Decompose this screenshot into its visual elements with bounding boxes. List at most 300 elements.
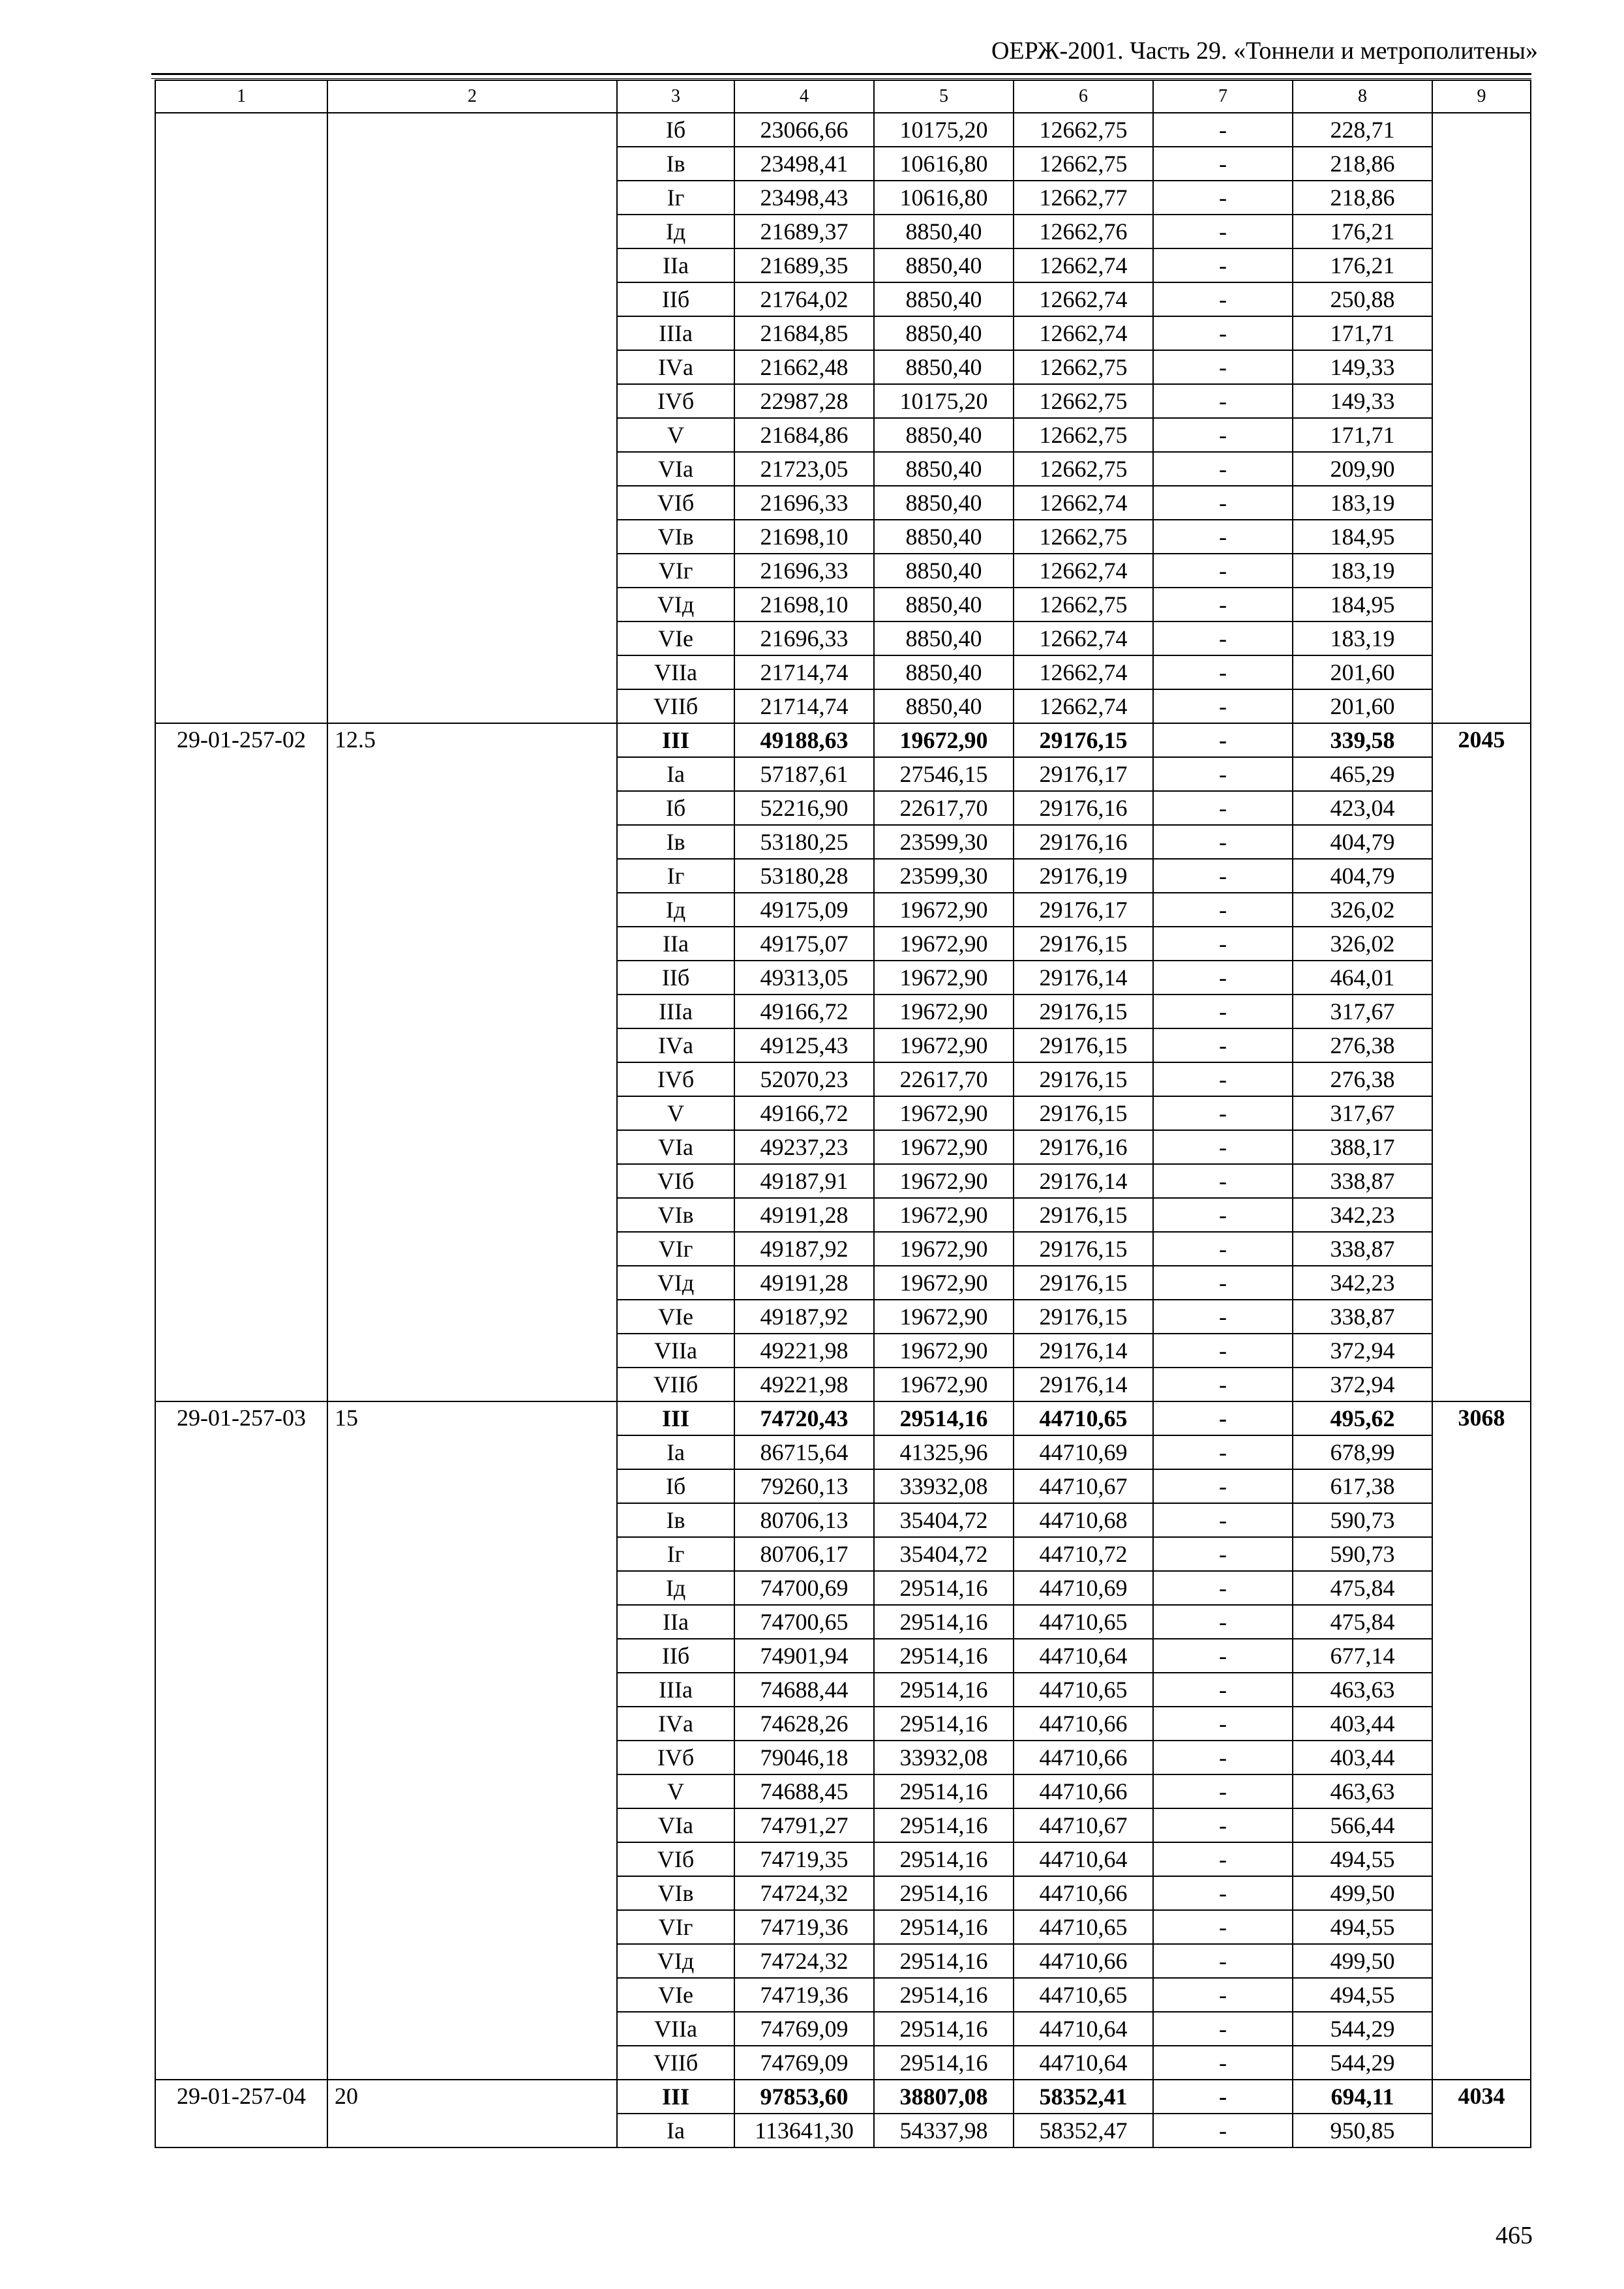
materials-cell: 404,79 [1293,859,1432,893]
driver-wages-cell: - [1153,588,1293,621]
total-cost-cell: 49166,72 [734,1096,874,1130]
driver-wages-cell: - [1153,621,1293,655]
materials-cell: 183,19 [1293,554,1432,588]
machine-cost-cell: 29176,16 [1014,791,1153,825]
wages-cell: 8850,40 [874,282,1014,316]
total-cost-cell: 74791,27 [734,1808,874,1842]
total-cost-cell: 79046,18 [734,1741,874,1774]
variant-cell: IIб [617,961,734,995]
materials-cell: 372,94 [1293,1368,1432,1401]
variant-cell: VIг [617,554,734,588]
materials-cell: 250,88 [1293,282,1432,316]
machine-cost-cell: 29176,15 [1014,1028,1153,1062]
materials-cell: 183,19 [1293,486,1432,520]
wages-cell: 19672,90 [874,1368,1014,1401]
variant-cell: Iб [617,113,734,147]
materials-cell: 339,58 [1293,723,1432,757]
wages-cell: 8850,40 [874,655,1014,689]
machine-cost-cell: 12662,74 [1014,689,1153,723]
variant-cell: IIIа [617,1673,734,1707]
wages-cell: 29514,16 [874,1571,1014,1605]
wages-cell: 29514,16 [874,1707,1014,1741]
machine-cost-cell: 12662,75 [1014,418,1153,452]
machine-cost-cell: 12662,74 [1014,486,1153,520]
machine-cost-cell: 29176,14 [1014,1368,1153,1401]
variant-cell: IIб [617,1639,734,1673]
total-cost-cell: 53180,25 [734,825,874,859]
driver-wages-cell: - [1153,486,1293,520]
materials-cell: 338,87 [1293,1300,1432,1334]
machine-cost-cell: 29176,16 [1014,825,1153,859]
machine-cost-cell: 12662,75 [1014,520,1153,554]
total-cost-cell: 21696,33 [734,486,874,520]
total-cost-cell: 97853,60 [734,2080,874,2114]
variant-cell: VIб [617,1164,734,1198]
variant-cell: Iб [617,791,734,825]
total-cost-cell: 49191,28 [734,1266,874,1300]
total-cost-cell: 74769,09 [734,2012,874,2046]
variant-cell: VIа [617,452,734,486]
materials-cell: 326,02 [1293,893,1432,927]
driver-wages-cell: - [1153,1300,1293,1334]
machine-cost-cell: 29176,15 [1014,723,1153,757]
column-number: 6 [1014,80,1153,113]
machine-cost-cell: 44710,64 [1014,1842,1153,1876]
machine-cost-cell: 58352,41 [1014,2080,1153,2114]
machine-cost-cell: 44710,67 [1014,1808,1153,1842]
machine-cost-cell: 29176,19 [1014,859,1153,893]
variant-cell: Iг [617,181,734,215]
driver-wages-cell: - [1153,1910,1293,1944]
name-cell [327,113,617,723]
variant-cell: IVб [617,384,734,418]
variant-cell: Iв [617,1503,734,1537]
driver-wages-cell: - [1153,2114,1293,2147]
wages-cell: 29514,16 [874,1605,1014,1639]
total-cost-cell: 52216,90 [734,791,874,825]
materials-cell: 463,63 [1293,1673,1432,1707]
wages-cell: 29514,16 [874,1842,1014,1876]
wages-cell: 19672,90 [874,1164,1014,1198]
wages-cell: 29514,16 [874,1639,1014,1673]
variant-cell: IVа [617,350,734,384]
machine-cost-cell: 12662,76 [1014,215,1153,248]
wages-cell: 8850,40 [874,452,1014,486]
driver-wages-cell: - [1153,181,1293,215]
machine-cost-cell: 44710,65 [1014,1978,1153,2012]
driver-wages-cell: - [1153,859,1293,893]
column-number: 1 [155,80,327,113]
total-cost-cell: 21689,37 [734,215,874,248]
column-number: 7 [1153,80,1293,113]
driver-wages-cell: - [1153,1130,1293,1164]
machine-cost-cell: 44710,66 [1014,1774,1153,1808]
materials-cell: 201,60 [1293,689,1432,723]
wages-cell: 8850,40 [874,350,1014,384]
variant-cell: VIв [617,1198,734,1232]
driver-wages-cell: - [1153,1232,1293,1266]
total-cost-cell: 57187,61 [734,757,874,791]
materials-cell: 617,38 [1293,1469,1432,1503]
machine-cost-cell: 29176,15 [1014,1096,1153,1130]
total-cost-cell: 49313,05 [734,961,874,995]
variant-cell: VIб [617,486,734,520]
driver-wages-cell: - [1153,113,1293,147]
materials-cell: 184,95 [1293,520,1432,554]
driver-wages-cell: - [1153,2080,1293,2114]
materials-cell: 694,11 [1293,2080,1432,2114]
materials-cell: 228,71 [1293,113,1432,147]
materials-cell: 590,73 [1293,1503,1432,1537]
machine-cost-cell: 29176,17 [1014,893,1153,927]
total-cost-cell: 52070,23 [734,1062,874,1096]
total-cost-cell: 86715,64 [734,1435,874,1469]
wages-cell: 19672,90 [874,1198,1014,1232]
table-row [155,1401,1531,1435]
wages-cell: 33932,08 [874,1741,1014,1774]
total-cost-cell: 49237,23 [734,1130,874,1164]
variant-cell: VIе [617,621,734,655]
machine-cost-cell: 29176,15 [1014,1300,1153,1334]
materials-cell: 171,71 [1293,316,1432,350]
variant-cell: VIд [617,588,734,621]
materials-cell: 149,33 [1293,350,1432,384]
wages-cell: 19672,90 [874,1130,1014,1164]
machine-cost-cell: 44710,72 [1014,1537,1153,1571]
variant-cell: VIг [617,1910,734,1944]
total-cost-cell: 74719,36 [734,1978,874,2012]
total-cost-cell: 74720,43 [734,1401,874,1435]
materials-cell: 176,21 [1293,215,1432,248]
machine-cost-cell: 12662,77 [1014,181,1153,215]
total-cost-cell: 74724,32 [734,1944,874,1978]
wages-cell: 29514,16 [874,1978,1014,2012]
wages-cell: 35404,72 [874,1537,1014,1571]
driver-wages-cell: - [1153,147,1293,181]
driver-wages-cell: - [1153,1707,1293,1741]
variant-cell: V [617,1774,734,1808]
variant-cell: VIв [617,520,734,554]
driver-wages-cell: - [1153,1503,1293,1537]
driver-wages-cell: - [1153,2012,1293,2046]
machine-cost-cell: 29176,15 [1014,1198,1153,1232]
machine-cost-cell: 58352,47 [1014,2114,1153,2147]
driver-wages-cell: - [1153,418,1293,452]
driver-wages-cell: - [1153,961,1293,995]
machine-cost-cell: 29176,15 [1014,995,1153,1028]
wages-cell: 10175,20 [874,384,1014,418]
variant-cell: VIб [617,1842,734,1876]
variant-cell: Iа [617,1435,734,1469]
variant-cell: Iа [617,757,734,791]
total-cost-cell: 49125,43 [734,1028,874,1062]
materials-cell: 338,87 [1293,1232,1432,1266]
wages-cell: 10175,20 [874,113,1014,147]
wages-cell: 19672,90 [874,961,1014,995]
code-cell: 29-01-257-03 [155,1401,327,2080]
variant-cell: IIIа [617,995,734,1028]
materials-cell: 183,19 [1293,621,1432,655]
materials-cell: 566,44 [1293,1808,1432,1842]
wages-cell: 10616,80 [874,147,1014,181]
variant-cell: IVб [617,1062,734,1096]
variant-cell: VIд [617,1944,734,1978]
code-cell: 29-01-257-04 [155,2080,327,2147]
table-row [155,2080,1531,2114]
wages-cell: 8850,40 [874,215,1014,248]
variant-cell: VIд [617,1266,734,1300]
code-cell [155,113,327,723]
materials-cell: 201,60 [1293,655,1432,689]
wages-cell: 8850,40 [874,418,1014,452]
materials-cell: 404,79 [1293,825,1432,859]
total-cost-cell: 79260,13 [734,1469,874,1503]
labor-cost-cell: 3068 [1432,1401,1531,2080]
materials-cell: 184,95 [1293,588,1432,621]
wages-cell: 19672,90 [874,1300,1014,1334]
driver-wages-cell: - [1153,215,1293,248]
machine-cost-cell: 44710,67 [1014,1469,1153,1503]
wages-cell: 29514,16 [874,1673,1014,1707]
total-cost-cell: 21714,74 [734,655,874,689]
wages-cell: 8850,40 [874,621,1014,655]
driver-wages-cell: - [1153,1401,1293,1435]
header-rule-thick [151,73,1531,75]
materials-cell: 176,21 [1293,248,1432,282]
wages-cell: 19672,90 [874,893,1014,927]
column-number: 9 [1432,80,1531,113]
total-cost-cell: 49221,98 [734,1368,874,1401]
variant-cell: IIа [617,927,734,961]
wages-cell: 22617,70 [874,791,1014,825]
total-cost-cell: 21714,74 [734,689,874,723]
table-row [155,723,1531,757]
variant-cell: IIIа [617,316,734,350]
wages-cell: 19672,90 [874,1096,1014,1130]
driver-wages-cell: - [1153,1334,1293,1368]
variant-cell: IVа [617,1028,734,1062]
driver-wages-cell: - [1153,452,1293,486]
variant-cell: IIа [617,1605,734,1639]
variant-cell: Iв [617,147,734,181]
total-cost-cell: 74901,94 [734,1639,874,1673]
header-rule-thin [151,78,1531,79]
driver-wages-cell: - [1153,2046,1293,2080]
machine-cost-cell: 44710,66 [1014,1741,1153,1774]
driver-wages-cell: - [1153,723,1293,757]
wages-cell: 22617,70 [874,1062,1014,1096]
machine-cost-cell: 12662,74 [1014,554,1153,588]
wages-cell: 29514,16 [874,1808,1014,1842]
driver-wages-cell: - [1153,1978,1293,2012]
wages-cell: 19672,90 [874,1334,1014,1368]
machine-cost-cell: 29176,15 [1014,1062,1153,1096]
variant-cell: VIа [617,1130,734,1164]
wages-cell: 23599,30 [874,859,1014,893]
materials-cell: 403,44 [1293,1741,1432,1774]
driver-wages-cell: - [1153,757,1293,791]
driver-wages-cell: - [1153,927,1293,961]
driver-wages-cell: - [1153,1673,1293,1707]
materials-cell: 317,67 [1293,995,1432,1028]
wages-cell: 19672,90 [874,1232,1014,1266]
total-cost-cell: 49175,07 [734,927,874,961]
machine-cost-cell: 44710,64 [1014,2046,1153,2080]
total-cost-cell: 49187,91 [734,1164,874,1198]
driver-wages-cell: - [1153,248,1293,282]
wages-cell: 33932,08 [874,1469,1014,1503]
materials-cell: 209,90 [1293,452,1432,486]
variant-cell: Iг [617,859,734,893]
materials-cell: 342,23 [1293,1198,1432,1232]
variant-cell: Iд [617,215,734,248]
total-cost-cell: 21684,85 [734,316,874,350]
materials-cell: 494,55 [1293,1978,1432,2012]
labor-cost-cell [1432,113,1531,723]
machine-cost-cell: 12662,74 [1014,282,1153,316]
variant-cell: Iг [617,1537,734,1571]
wages-cell: 19672,90 [874,927,1014,961]
materials-cell: 463,63 [1293,1774,1432,1808]
wages-cell: 19672,90 [874,723,1014,757]
materials-cell: 464,01 [1293,961,1432,995]
total-cost-cell: 80706,17 [734,1537,874,1571]
machine-cost-cell: 44710,64 [1014,1639,1153,1673]
wages-cell: 19672,90 [874,1266,1014,1300]
machine-cost-cell: 12662,74 [1014,655,1153,689]
machine-cost-cell: 29176,17 [1014,757,1153,791]
variant-cell: VIIб [617,689,734,723]
name-cell: 15 [327,1401,617,2080]
code-cell: 29-01-257-02 [155,723,327,1401]
name-cell: 20 [327,2080,617,2147]
driver-wages-cell: - [1153,995,1293,1028]
driver-wages-cell: - [1153,1876,1293,1910]
machine-cost-cell: 29176,14 [1014,1334,1153,1368]
variant-cell: III [617,723,734,757]
driver-wages-cell: - [1153,1842,1293,1876]
materials-cell: 388,17 [1293,1130,1432,1164]
machine-cost-cell: 44710,66 [1014,1944,1153,1978]
materials-cell: 677,14 [1293,1639,1432,1673]
driver-wages-cell: - [1153,1062,1293,1096]
machine-cost-cell: 29176,14 [1014,1164,1153,1198]
variant-cell: Iб [617,1469,734,1503]
materials-cell: 342,23 [1293,1266,1432,1300]
driver-wages-cell: - [1153,1741,1293,1774]
variant-cell: V [617,1096,734,1130]
wages-cell: 29514,16 [874,1876,1014,1910]
driver-wages-cell: - [1153,1469,1293,1503]
machine-cost-cell: 12662,75 [1014,384,1153,418]
materials-cell: 276,38 [1293,1028,1432,1062]
total-cost-cell: 113641,30 [734,2114,874,2147]
machine-cost-cell: 44710,65 [1014,1673,1153,1707]
machine-cost-cell: 44710,66 [1014,1707,1153,1741]
total-cost-cell: 23498,41 [734,147,874,181]
driver-wages-cell: - [1153,282,1293,316]
total-cost-cell: 49187,92 [734,1300,874,1334]
running-header: ОЕРЖ-2001. Часть 29. «Тоннели и метрополитены» [991,37,1538,65]
total-cost-cell: 74724,32 [734,1876,874,1910]
machine-cost-cell: 44710,65 [1014,1910,1153,1944]
materials-cell: 499,50 [1293,1944,1432,1978]
machine-cost-cell: 44710,68 [1014,1503,1153,1537]
driver-wages-cell: - [1153,689,1293,723]
total-cost-cell: 74700,65 [734,1605,874,1639]
driver-wages-cell: - [1153,893,1293,927]
driver-wages-cell: - [1153,1164,1293,1198]
total-cost-cell: 49187,92 [734,1232,874,1266]
materials-cell: 171,71 [1293,418,1432,452]
materials-cell: 495,62 [1293,1401,1432,1435]
wages-cell: 35404,72 [874,1503,1014,1537]
driver-wages-cell: - [1153,1266,1293,1300]
driver-wages-cell: - [1153,1096,1293,1130]
labor-cost-cell: 2045 [1432,723,1531,1401]
materials-cell: 317,67 [1293,1096,1432,1130]
variant-cell: VIIа [617,655,734,689]
driver-wages-cell: - [1153,1605,1293,1639]
variant-cell: IVб [617,1741,734,1774]
total-cost-cell: 49221,98 [734,1334,874,1368]
total-cost-cell: 74628,26 [734,1707,874,1741]
materials-cell: 950,85 [1293,2114,1432,2147]
machine-cost-cell: 12662,74 [1014,248,1153,282]
total-cost-cell: 21698,10 [734,520,874,554]
column-number: 2 [327,80,617,113]
total-cost-cell: 21723,05 [734,452,874,486]
machine-cost-cell: 44710,69 [1014,1571,1153,1605]
wages-cell: 8850,40 [874,520,1014,554]
driver-wages-cell: - [1153,1944,1293,1978]
machine-cost-cell: 29176,15 [1014,1232,1153,1266]
total-cost-cell: 21696,33 [734,554,874,588]
machine-cost-cell: 29176,14 [1014,961,1153,995]
variant-cell: VIв [617,1876,734,1910]
driver-wages-cell: - [1153,1198,1293,1232]
materials-cell: 372,94 [1293,1334,1432,1368]
wages-cell: 8850,40 [874,486,1014,520]
variant-cell: IVа [617,1707,734,1741]
driver-wages-cell: - [1153,384,1293,418]
variant-cell: VIIб [617,2046,734,2080]
total-cost-cell: 80706,13 [734,1503,874,1537]
total-cost-cell: 74719,35 [734,1842,874,1876]
machine-cost-cell: 44710,64 [1014,2012,1153,2046]
materials-cell: 494,55 [1293,1842,1432,1876]
driver-wages-cell: - [1153,350,1293,384]
variant-cell: IIа [617,248,734,282]
driver-wages-cell: - [1153,655,1293,689]
materials-cell: 276,38 [1293,1062,1432,1096]
machine-cost-cell: 12662,75 [1014,147,1153,181]
wages-cell: 29514,16 [874,1401,1014,1435]
total-cost-cell: 49188,63 [734,723,874,757]
variant-cell: Iд [617,893,734,927]
wages-cell: 54337,98 [874,2114,1014,2147]
column-number: 5 [874,80,1014,113]
total-cost-cell: 74769,09 [734,2046,874,2080]
materials-cell: 494,55 [1293,1910,1432,1944]
materials-cell: 499,50 [1293,1876,1432,1910]
driver-wages-cell: - [1153,316,1293,350]
column-number-row [155,80,1531,113]
total-cost-cell: 21698,10 [734,588,874,621]
variant-cell: III [617,1401,734,1435]
variant-cell: VIIб [617,1368,734,1401]
variant-cell: VIIа [617,2012,734,2046]
